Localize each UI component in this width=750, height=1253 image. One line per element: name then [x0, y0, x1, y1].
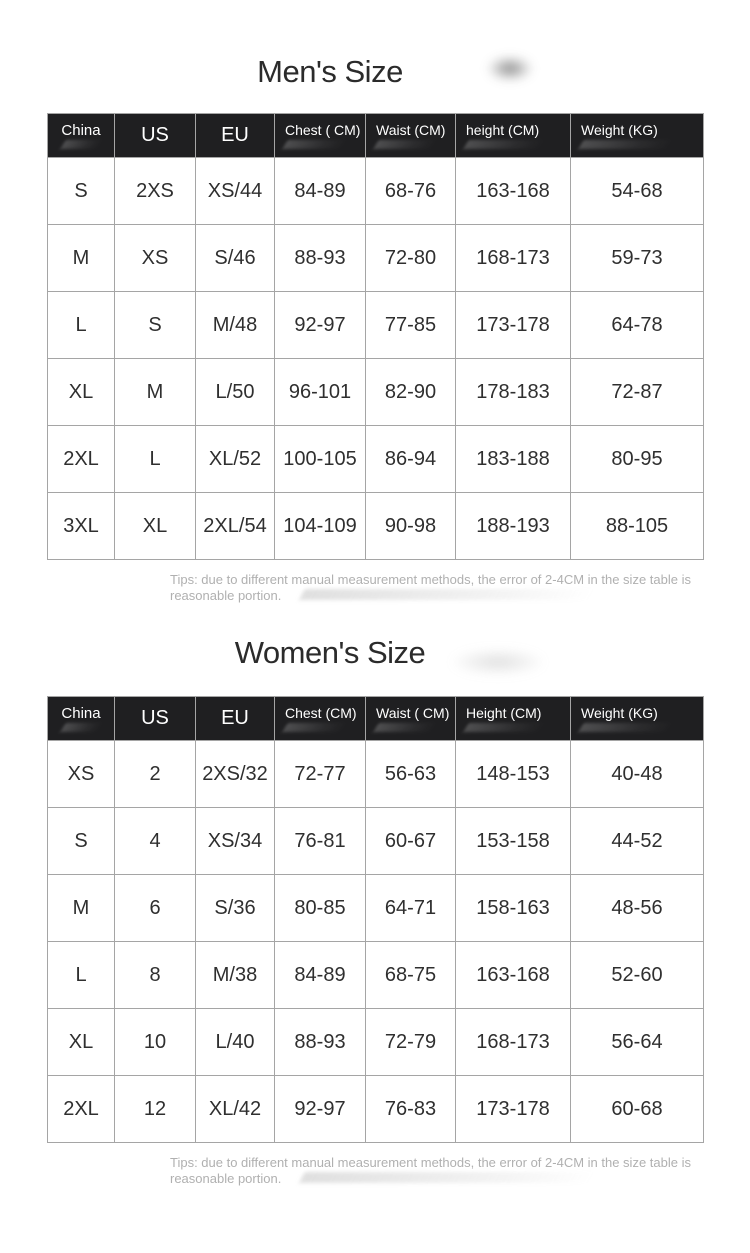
- table-cell: XS/34: [196, 808, 275, 875]
- table-cell: 80-95: [571, 426, 704, 493]
- table-cell: 163-168: [456, 158, 571, 225]
- header-cell: [456, 114, 571, 158]
- table-cell: S: [115, 292, 196, 359]
- table-cell: 84-89: [275, 942, 366, 1009]
- table-cell: 12: [115, 1076, 196, 1143]
- header-cell-label: EU: [221, 124, 249, 146]
- womens-size-tips: [170, 1155, 690, 1186]
- table-cell: 80-85: [275, 875, 366, 942]
- header-cell-label: Weight (KG): [581, 122, 658, 138]
- header-cell: [115, 114, 196, 158]
- redaction-smudge: [578, 140, 671, 149]
- womens-size-title-text: Women's Size: [234, 635, 426, 670]
- table-cell: 82-90: [366, 359, 456, 426]
- table-cell: 188-193: [456, 493, 571, 560]
- header-cell-label: EU: [221, 707, 249, 729]
- table-header-row: [48, 697, 704, 741]
- table-cell: 158-163: [456, 875, 571, 942]
- table-cell: 88-93: [275, 225, 366, 292]
- header-cell: [275, 114, 366, 158]
- table-row: [48, 808, 704, 875]
- header-cell: [48, 697, 115, 741]
- table-cell: 153-158: [456, 808, 571, 875]
- table-cell: L: [115, 426, 196, 493]
- redaction-smudge: [299, 1172, 594, 1183]
- table-cell: 2XS: [115, 158, 196, 225]
- table-cell: XL/42: [196, 1076, 275, 1143]
- table-cell: 54-68: [571, 158, 704, 225]
- table-cell: 183-188: [456, 426, 571, 493]
- table-cell: 148-153: [456, 741, 571, 808]
- redaction-smudge: [60, 723, 101, 732]
- table-row: [48, 292, 704, 359]
- table-cell: 60-67: [366, 808, 456, 875]
- redaction-smudge: [282, 723, 345, 732]
- table-cell: 92-97: [275, 292, 366, 359]
- header-cell: [571, 114, 704, 158]
- header-cell-label: Weight (KG): [581, 705, 658, 721]
- redaction-smudge: [373, 140, 435, 149]
- table-cell: 3XL: [48, 493, 115, 560]
- table-cell: 2XL: [48, 1076, 115, 1143]
- header-cell: [115, 697, 196, 741]
- table-cell: 178-183: [456, 359, 571, 426]
- table-row: [48, 493, 704, 560]
- table-cell: 96-101: [275, 359, 366, 426]
- tips-line: Tips: due to different manual measurement methods, the error of 2-4CM in the size table is: [170, 1155, 691, 1170]
- header-cell-label: Chest (CM): [285, 705, 357, 721]
- table-row: [48, 1009, 704, 1076]
- table-cell: 2XL/54: [196, 493, 275, 560]
- table-cell: 68-75: [366, 942, 456, 1009]
- tips-line: reasonable portion.: [170, 587, 282, 603]
- table-cell: 2XL: [48, 426, 115, 493]
- table-cell: S/46: [196, 225, 275, 292]
- table-cell: XS: [48, 741, 115, 808]
- table-cell: M: [115, 359, 196, 426]
- table-cell: L/40: [196, 1009, 275, 1076]
- table-cell: 76-83: [366, 1076, 456, 1143]
- table-cell: 77-85: [366, 292, 456, 359]
- table-cell: 10: [115, 1009, 196, 1076]
- table-cell: 104-109: [275, 493, 366, 560]
- redaction-smudge: [463, 723, 543, 732]
- table-cell: 64-71: [366, 875, 456, 942]
- header-cell: [366, 697, 456, 741]
- womens-size-title: [0, 633, 660, 673]
- table-cell: 173-178: [456, 1076, 571, 1143]
- womens-size-table: [47, 696, 704, 1143]
- table-row: [48, 741, 704, 808]
- table-cell: 173-178: [456, 292, 571, 359]
- header-cell: [48, 114, 115, 158]
- table-cell: 8: [115, 942, 196, 1009]
- table-cell: 72-79: [366, 1009, 456, 1076]
- tips-line: reasonable portion.: [170, 1170, 282, 1186]
- header-cell: [196, 114, 275, 158]
- table-cell: 92-97: [275, 1076, 366, 1143]
- table-cell: 6: [115, 875, 196, 942]
- table-cell: S: [48, 808, 115, 875]
- table-cell: 4: [115, 808, 196, 875]
- mens-size-title-text: Men's Size: [257, 54, 403, 89]
- redaction-smudge: [282, 140, 345, 149]
- table-cell: 2XS/32: [196, 741, 275, 808]
- table-cell: M: [48, 225, 115, 292]
- table-cell: M: [48, 875, 115, 942]
- header-cell-label: US: [141, 124, 169, 146]
- table-cell: 100-105: [275, 426, 366, 493]
- table-cell: 90-98: [366, 493, 456, 560]
- mens-size-tips: [170, 572, 690, 603]
- table-cell: 72-87: [571, 359, 704, 426]
- mens-size-title: [0, 52, 660, 92]
- table-cell: 68-76: [366, 158, 456, 225]
- redaction-smudge: [299, 589, 594, 600]
- redaction-smudge: [487, 56, 533, 81]
- table-cell: 48-56: [571, 875, 704, 942]
- header-cell-label: Chest ( CM): [285, 122, 361, 138]
- table-cell: M/48: [196, 292, 275, 359]
- table-cell: 52-60: [571, 942, 704, 1009]
- redaction-smudge: [373, 723, 435, 732]
- table-cell: 163-168: [456, 942, 571, 1009]
- header-cell-label: Waist ( CM): [376, 705, 450, 721]
- table-cell: XL: [48, 359, 115, 426]
- table-cell: XL: [115, 493, 196, 560]
- table-cell: 56-63: [366, 741, 456, 808]
- table-cell: XL: [48, 1009, 115, 1076]
- header-cell: [571, 697, 704, 741]
- table-cell: 60-68: [571, 1076, 704, 1143]
- table-cell: 72-77: [275, 741, 366, 808]
- table-cell: 88-93: [275, 1009, 366, 1076]
- table-cell: L: [48, 942, 115, 1009]
- table-row: [48, 359, 704, 426]
- table-cell: 44-52: [571, 808, 704, 875]
- header-cell: [196, 697, 275, 741]
- header-cell-label: US: [141, 707, 169, 729]
- table-row: [48, 225, 704, 292]
- header-cell: [366, 114, 456, 158]
- table-cell: 72-80: [366, 225, 456, 292]
- table-cell: L/50: [196, 359, 275, 426]
- table-cell: 64-78: [571, 292, 704, 359]
- table-row: [48, 875, 704, 942]
- header-cell-label: Waist (CM): [376, 122, 446, 138]
- tips-line: Tips: due to different manual measurement methods, the error of 2-4CM in the size table is: [170, 572, 691, 587]
- table-header-row: [48, 114, 704, 158]
- header-cell-label: height (CM): [466, 122, 540, 138]
- header-cell-label: China: [61, 705, 101, 722]
- table-cell: 56-64: [571, 1009, 704, 1076]
- table-cell: 40-48: [571, 741, 704, 808]
- header-cell: [456, 697, 571, 741]
- table-cell: XS: [115, 225, 196, 292]
- table-cell: 88-105: [571, 493, 704, 560]
- redaction-smudge: [463, 140, 543, 149]
- table-row: [48, 1076, 704, 1143]
- table-cell: M/38: [196, 942, 275, 1009]
- redaction-smudge: [452, 649, 544, 675]
- table-cell: S: [48, 158, 115, 225]
- table-cell: 86-94: [366, 426, 456, 493]
- table-row: [48, 942, 704, 1009]
- table-cell: 59-73: [571, 225, 704, 292]
- table-row: [48, 426, 704, 493]
- table-cell: 168-173: [456, 1009, 571, 1076]
- table-cell: S/36: [196, 875, 275, 942]
- header-cell-label: China: [61, 122, 101, 139]
- header-cell: [275, 697, 366, 741]
- header-cell-label: Height (CM): [466, 705, 542, 721]
- table-cell: 76-81: [275, 808, 366, 875]
- table-cell: 2: [115, 741, 196, 808]
- table-row: [48, 158, 704, 225]
- table-cell: 84-89: [275, 158, 366, 225]
- table-cell: L: [48, 292, 115, 359]
- mens-size-table: [47, 113, 704, 560]
- table-cell: 168-173: [456, 225, 571, 292]
- redaction-smudge: [578, 723, 671, 732]
- table-cell: XS/44: [196, 158, 275, 225]
- table-cell: XL/52: [196, 426, 275, 493]
- redaction-smudge: [60, 140, 101, 149]
